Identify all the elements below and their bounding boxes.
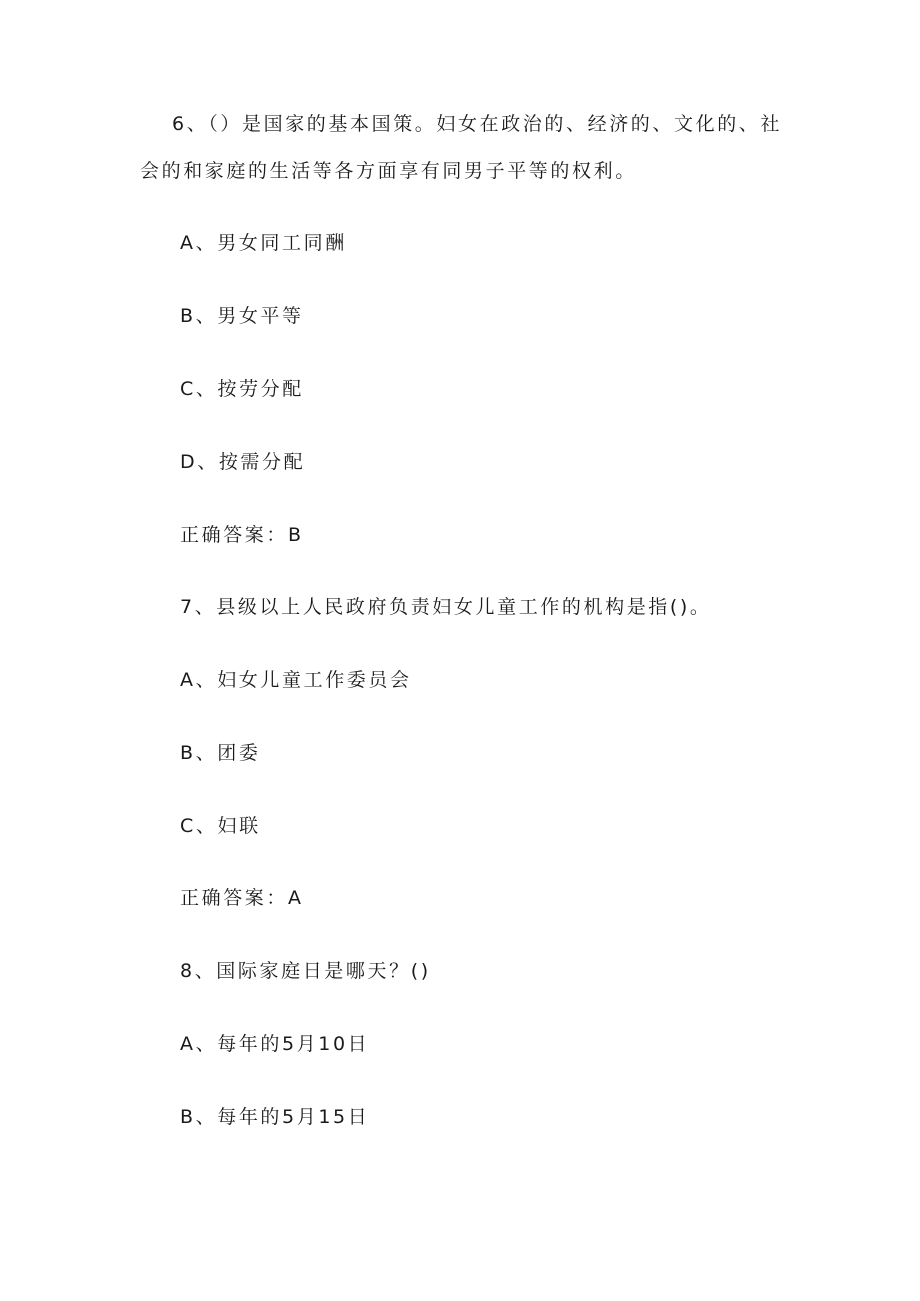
question-7-option-a: A、妇女儿童工作委员会 [180,669,412,691]
question-7-answer: 正确答案：A [180,887,304,909]
question-6-option-a: A、男女同工同酬 [180,232,347,254]
question-6-option-d: D、按需分配 [180,451,306,473]
question-7-option-c: C、妇联 [180,815,261,837]
question-6-stem-line-1: 6、（）是国家的基本国策。妇女在政治的、经济的、文化的、社 [172,113,782,135]
question-8-stem: 8、国际家庭日是哪天？() [180,960,431,982]
question-6-stem-line-2: 会的和家庭的生活等各方面享有同男子平等的权利。 [140,160,637,182]
question-8-option-a: A、每年的5月10日 [180,1033,370,1055]
question-6-answer: 正确答案：B [180,524,304,546]
question-6-option-b: B、男女平等 [180,305,304,327]
question-8-option-b: B、每年的5月15日 [180,1106,370,1128]
question-6-option-c: C、按劳分配 [180,378,304,400]
question-7-stem: 7、县级以上人民政府负责妇女儿童工作的机构是指()。 [180,596,712,618]
question-7-option-b: B、团委 [180,742,261,764]
